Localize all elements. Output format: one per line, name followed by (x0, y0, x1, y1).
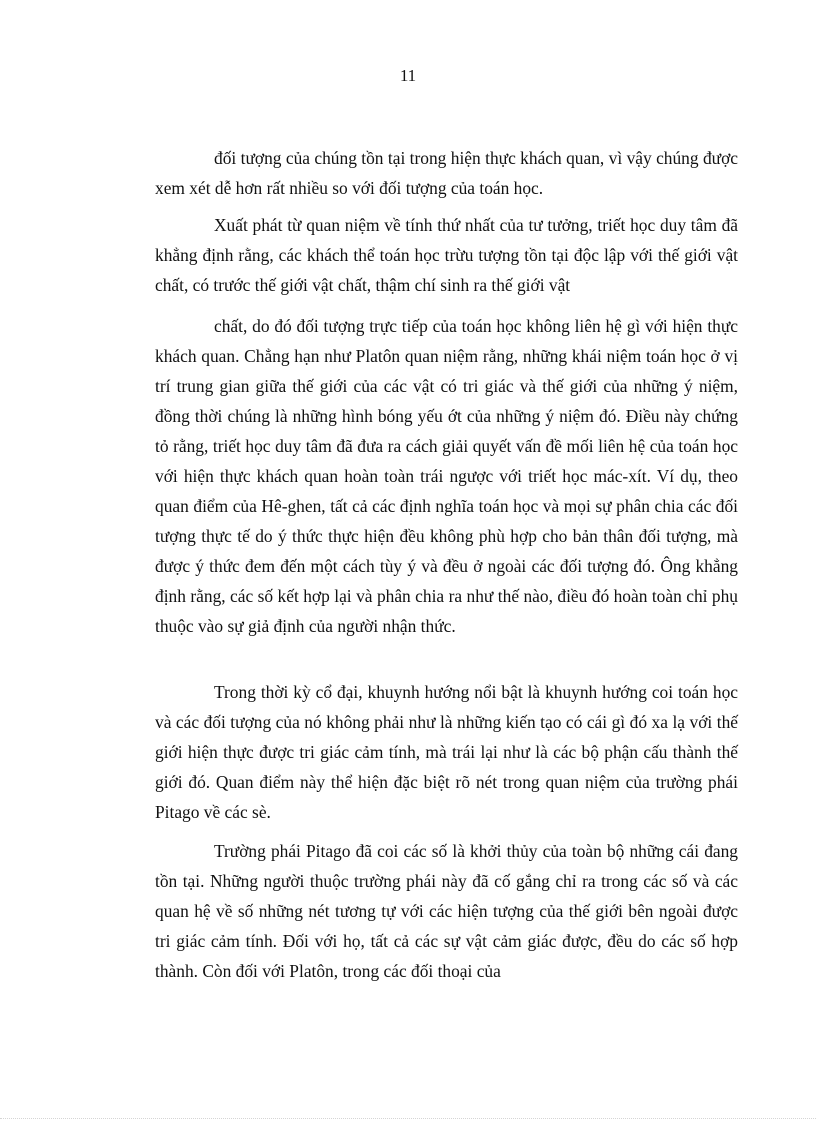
paragraph-2: Xuất phát từ quan niệm về tính thứ nhất của tư tưởng, triết học duy tâm đã khẳng định rằng, các khách thể toán học trừu tượng tồn tại độc lập với thế giới vật chất, có trước thế giới vật chất, thậm chí sinh ra thế giới vật (155, 215, 738, 295)
page-number: 11 (399, 66, 417, 85)
text-block-1 (155, 143, 738, 203)
page-bottom-divider (0, 1118, 816, 1119)
text-block-4 (155, 677, 738, 827)
paragraph-3: chất, do đó đối tượng trực tiếp của toán học không liên hệ gì với hiện thực khách quan. Chẳng hạn như Platôn quan niệm rằng, những khái niệm toán học ở vị trí trung gian giữa thế giới của các vật có tri giác và thế giới của những ý niệm, đồng thời chúng là những hình bóng yếu ớt của những ý niệm đó. Điều này chứng tỏ rằng, triết học duy tâm đã đưa ra cách giải quyết vấn đề mối liên hệ của toán học với hiện thực khách quan hoàn toàn trái ngược với triết học mác-xít. Ví dụ, theo quan điểm của Hê-ghen, tất cả các định nghĩa toán học và mọi sự phân chia các đối tượng thực tế do ý thức thực hiện đều không phù hợp cho bản thân đối tượng, mà được ý thức đem đến một cách tùy ý và đều ở ngoài các đối tượng đó. Ông khẳng định rằng, các số kết hợp lại và phân chia ra như thế nào, điều đó hoàn toàn chỉ phụ thuộc vào sự giả định của người nhận thức. (155, 316, 738, 636)
text-block-3 (155, 311, 738, 641)
paragraph-1: đối tượng của chúng tồn tại trong hiện thực khách quan, vì vậy chúng được xem xét dễ hơn rất nhiều so với đối tượng của toán học. (155, 148, 738, 198)
paragraph-4: Trong thời kỳ cổ đại, khuynh hướng nổi bật là khuynh hướng coi toán học và các đối tượng của nó không phải như là những kiến tạo có cái gì đó xa lạ với thế giới hiện thực được tri giác cảm tính, mà trái lại như là các bộ phận cấu thành thế giới đó. Quan điểm này thể hiện đặc biệt rõ nét trong quan niệm của trường phái Pitago về các sè. (155, 682, 738, 822)
text-block-5 (155, 836, 738, 986)
paragraph-5: Trường phái Pitago đã coi các số là khởi thủy của toàn bộ những cái đang tồn tại. Những người thuộc trường phái này đã cố gắng chỉ ra trong các số và các quan hệ về số những nét tương tự với các hiện tượng của thế giới bên ngoài được tri giác cảm tính. Đối với họ, tất cả các sự vật cảm giác được, đều do các số hợp thành. Còn đối với Platôn, trong các đối thoại của (155, 841, 738, 981)
text-block-2 (155, 210, 738, 300)
